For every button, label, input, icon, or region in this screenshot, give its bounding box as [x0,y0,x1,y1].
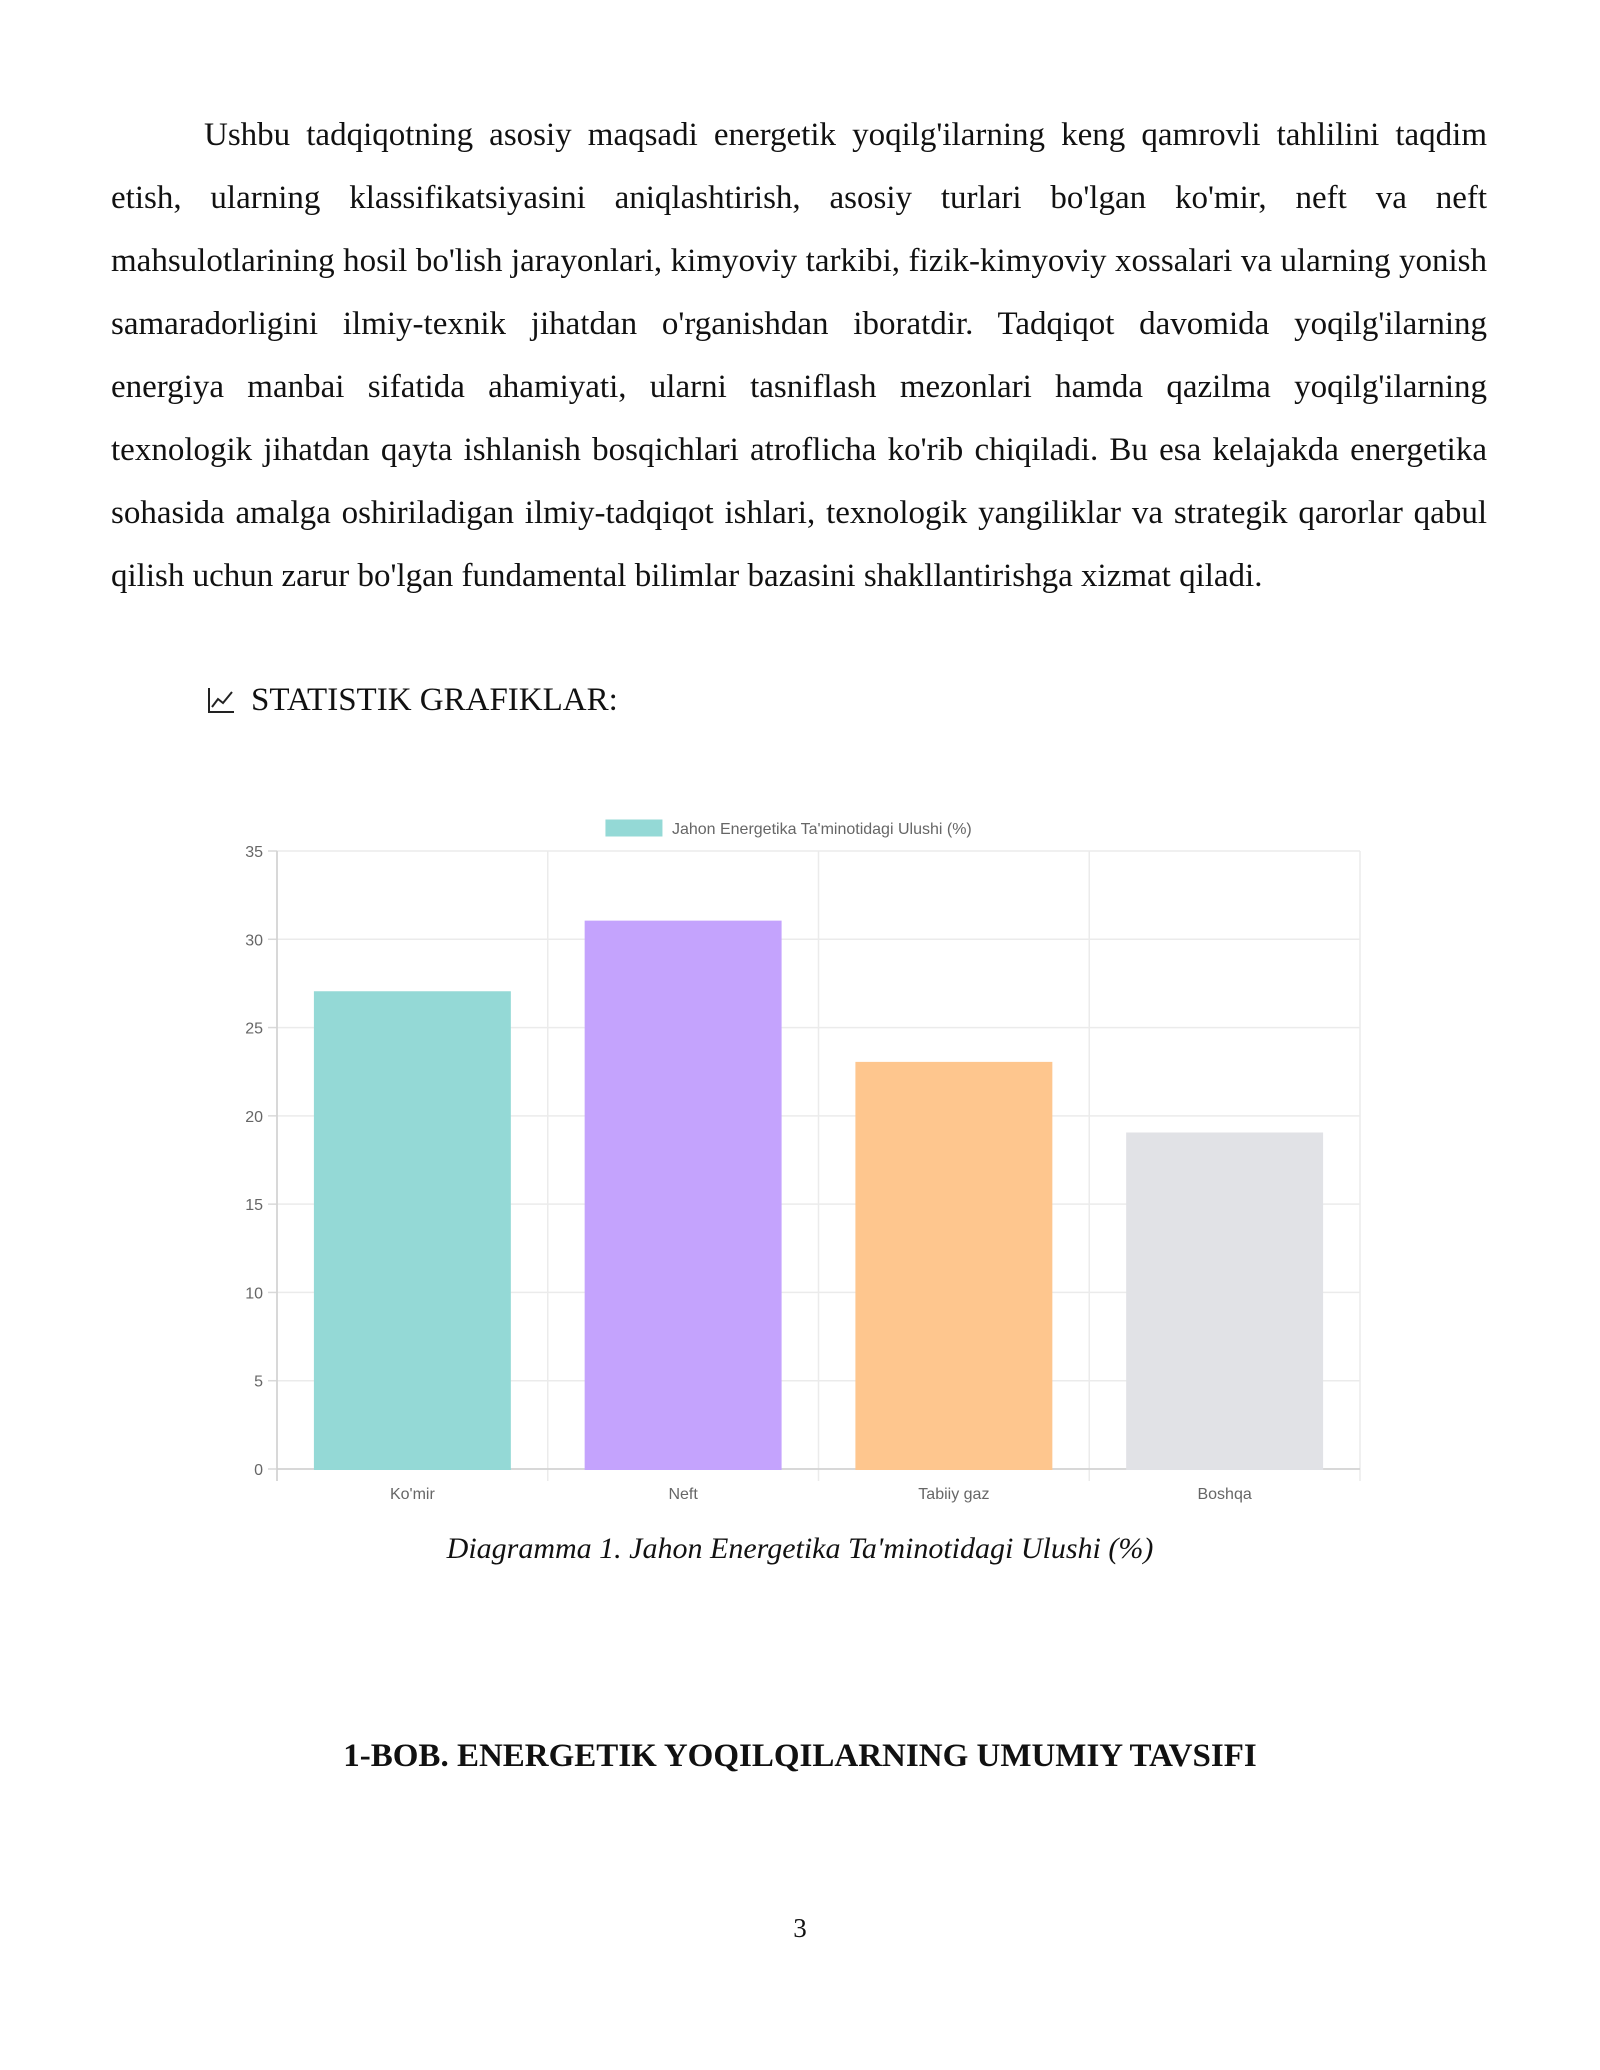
x-tick-label: Ko'mir [389,1486,435,1503]
bar-chart [200,800,1400,1520]
bar [856,1063,1051,1469]
legend-swatch [606,820,662,836]
y-tick-label: 5 [254,1373,263,1391]
chart-increasing-icon [205,684,237,716]
y-tick-label: 15 [245,1197,263,1215]
y-tick-label: 20 [245,1108,263,1126]
bar [1127,1134,1322,1469]
y-tick-label: 10 [245,1285,263,1303]
bar-chart-svg [200,800,1400,1520]
stat-heading-text: STATISTIK GRAFIKLAR: [251,682,618,718]
chapter-heading: 1-BOB. ENERGETIK YOQILQILARNING UMUMIY TAVSIFI [343,1738,1257,1774]
bar [315,992,510,1469]
y-tick-label: 30 [245,932,263,950]
x-tick-label: Boshqa [1197,1486,1252,1503]
page-number: 3 [793,1913,807,1943]
legend-label: Jahon Energetika Ta'minotidagi Ulushi (%) [671,821,972,838]
stat-heading [205,670,618,730]
x-tick-label: Neft [668,1486,698,1503]
bar [586,922,781,1469]
y-tick-label: 25 [245,1020,263,1038]
x-tick-label: Tabiiy gaz [918,1486,990,1503]
intro-paragraph: Ushbu tadqiqotning asosiy maqsadi energetik yoqilg'ilarning keng qamrovli tahlilini taqdim etish, ularning klassifikatsiyasini aniqlashtirish, asosiy turlari bo'lgan ko'mir, neft va neft mahsulotlarining hosil bo'lish jarayonlari, kimyoviy tarkibi, fizik-kimyoviy xossalari va ularning yonish samaradorligini ilmiy-texnik jihatdan o'rganishdan iboratdir. Tadqiqot davomida yoqilg'ilarning energiya manbai sifatida ahamiyati, ularni tasniflash mezonlari hamda qazilma yoqilg'ilarning texnologik jihatdan qayta ishlanish bosqichlari atroflicha ko'rib chiqiladi. Bu esa kelajakda energetika sohasida amalga oshiriladigan ilmiy-tadqiqot ishlari, texnologik yangiliklar va strategik qarorlar qabul qilish uchun zarur bo'lgan fundamental bilimlar bazasini shakllantirishga xizmat qiladi. [111,117,1487,594]
y-tick-label: 35 [245,844,263,861]
figure-caption: Diagramma 1. Jahon Energetika Ta'minotidagi Ulushi (%) [446,1532,1154,1565]
y-tick-label: 0 [254,1462,263,1479]
